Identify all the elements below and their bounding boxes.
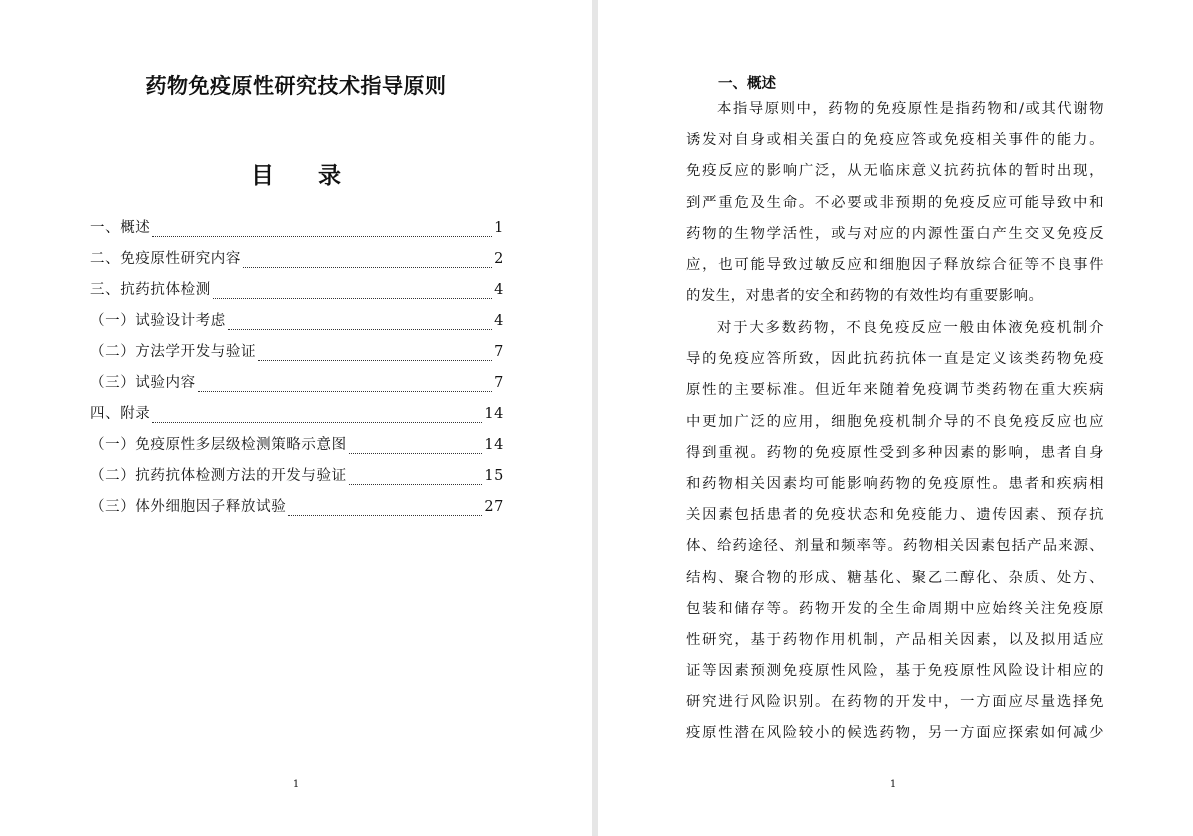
toc-dot-leader: [152, 235, 492, 237]
toc-entry-page: 27: [484, 499, 504, 515]
paragraph-line: 结构、聚合物的形成、糖基化、聚乙二醇化、杂质、处方、: [686, 569, 1104, 586]
toc-entry-label: （二）抗药抗体检测方法的开发与验证: [90, 468, 347, 484]
page-number: 1: [889, 779, 897, 790]
toc-entry[interactable]: [90, 433, 504, 464]
toc-dot-leader: [349, 452, 483, 454]
document-page-left: [0, 0, 592, 836]
toc-dot-leader: [258, 359, 492, 361]
paragraph-line: 药物的生物学活性，或与对应的内源性蛋白产生交叉免疫反: [686, 225, 1104, 242]
paragraph-line: 应，也可能导致过敏反应和细胞因子释放综合征等不良事件: [686, 256, 1104, 273]
paragraph-line: 得到重视。药物的免疫原性受到多种因素的影响，患者自身: [686, 444, 1104, 461]
toc-entry-label: （一）免疫原性多层级检测策略示意图: [90, 437, 347, 453]
toc-entry-label: （三）体外细胞因子释放试验: [90, 499, 287, 515]
toc-entry-page: 7: [494, 344, 504, 360]
toc-entry[interactable]: [90, 495, 504, 526]
paragraph-line: 诱发对自身或相关蛋白的免疫应答或免疫相关事件的能力。: [686, 132, 1104, 149]
paragraph-line: 研究进行风险识别。在药物的开发中，一方面应尽量选择免: [686, 694, 1104, 711]
paragraph-line: 和药物相关因素均可能影响药物的免疫原性。患者和疾病相: [686, 475, 1104, 492]
toc-entry-label: （二）方法学开发与验证: [90, 344, 257, 360]
toc-entry[interactable]: [90, 402, 504, 433]
paragraph-line: 关因素包括患者的免疫状态和免疫能力、遗传因素、预存抗: [686, 507, 1104, 524]
paragraph-line: 对于大多数药物，不良免疫反应一般由体液免疫机制介: [717, 320, 1104, 336]
toc-entry-label: 四、附录: [90, 406, 151, 422]
paragraph-line: 证等因素预测免疫原性风险，基于免疫原性风险设计相应的: [686, 663, 1104, 680]
toc-heading: 目 录: [250, 162, 359, 189]
toc-entry[interactable]: [90, 340, 504, 371]
table-of-contents: [90, 216, 504, 526]
toc-dot-leader: [152, 421, 482, 423]
toc-entry-label: 一、概述: [90, 220, 151, 236]
toc-entry-page: 4: [494, 282, 504, 298]
toc-entry[interactable]: [90, 371, 504, 402]
toc-entry[interactable]: [90, 216, 504, 247]
paragraph-line: 包装和储存等。药物开发的全生命周期中应始终关注免疫原: [686, 600, 1104, 617]
toc-entry-page: 1: [494, 220, 504, 236]
paragraph-line: 的发生，对患者的安全和药物的有效性均有重要影响。: [686, 288, 1044, 305]
paragraph-1: [686, 94, 1104, 312]
page-number: 1: [292, 779, 300, 790]
toc-entry[interactable]: [90, 309, 504, 340]
paragraph-line: 中更加广泛的应用，细胞免疫机制介导的不良免疫反应也应: [686, 413, 1104, 430]
toc-entry-page: 4: [494, 313, 504, 329]
toc-entry-label: 二、免疫原性研究内容: [90, 251, 241, 267]
toc-entry[interactable]: [90, 278, 504, 309]
toc-entry-label: 三、抗药抗体检测: [90, 282, 211, 298]
toc-dot-leader: [228, 328, 492, 330]
toc-entry[interactable]: [90, 464, 504, 495]
section-heading: 一、概述: [718, 76, 776, 92]
toc-entry-page: 14: [484, 406, 504, 422]
paragraph-line: 性研究，基于药物作用机制，产品相关因素，以及拟用适应: [686, 631, 1104, 648]
paragraph-line: 原性的主要标准。但近年来随着免疫调节类药物在重大疾病: [686, 382, 1104, 399]
toc-entry-label: （三）试验内容: [90, 375, 196, 391]
toc-dot-leader: [198, 390, 492, 392]
paragraph-line: 导的免疫应答所致，因此抗药抗体一直是定义该类药物免疫: [686, 351, 1104, 368]
paragraph-line: 免疫反应的影响广泛，从无临床意义抗药抗体的暂时出现，: [686, 163, 1104, 180]
toc-entry-page: 7: [494, 375, 504, 391]
paragraph-line: 到严重危及生命。不必要或非预期的免疫反应可能导致中和: [686, 194, 1104, 211]
toc-entry-page: 14: [484, 437, 504, 453]
paragraph-line: 本指导原则中，药物的免疫原性是指药物和/或其代谢物: [717, 101, 1104, 117]
toc-dot-leader: [349, 483, 483, 485]
toc-entry[interactable]: [90, 247, 504, 278]
paragraph-line: 体、给药途径、剂量和频率等。药物相关因素包括产品来源、: [686, 538, 1104, 555]
paragraph-line: 疫原性潜在风险较小的候选药物，另一方面应探索如何减少: [686, 725, 1104, 742]
toc-entry-page: 15: [484, 468, 504, 484]
toc-entry-page: 2: [494, 251, 504, 267]
document-page-right: [598, 0, 1193, 836]
toc-entry-label: （一）试验设计考虑: [90, 313, 226, 329]
document-title: 药物免疫原性研究技术指导原则: [145, 73, 447, 98]
paragraph-2: [686, 313, 1104, 750]
toc-dot-leader: [288, 514, 482, 516]
toc-dot-leader: [243, 266, 492, 268]
toc-dot-leader: [213, 297, 492, 299]
